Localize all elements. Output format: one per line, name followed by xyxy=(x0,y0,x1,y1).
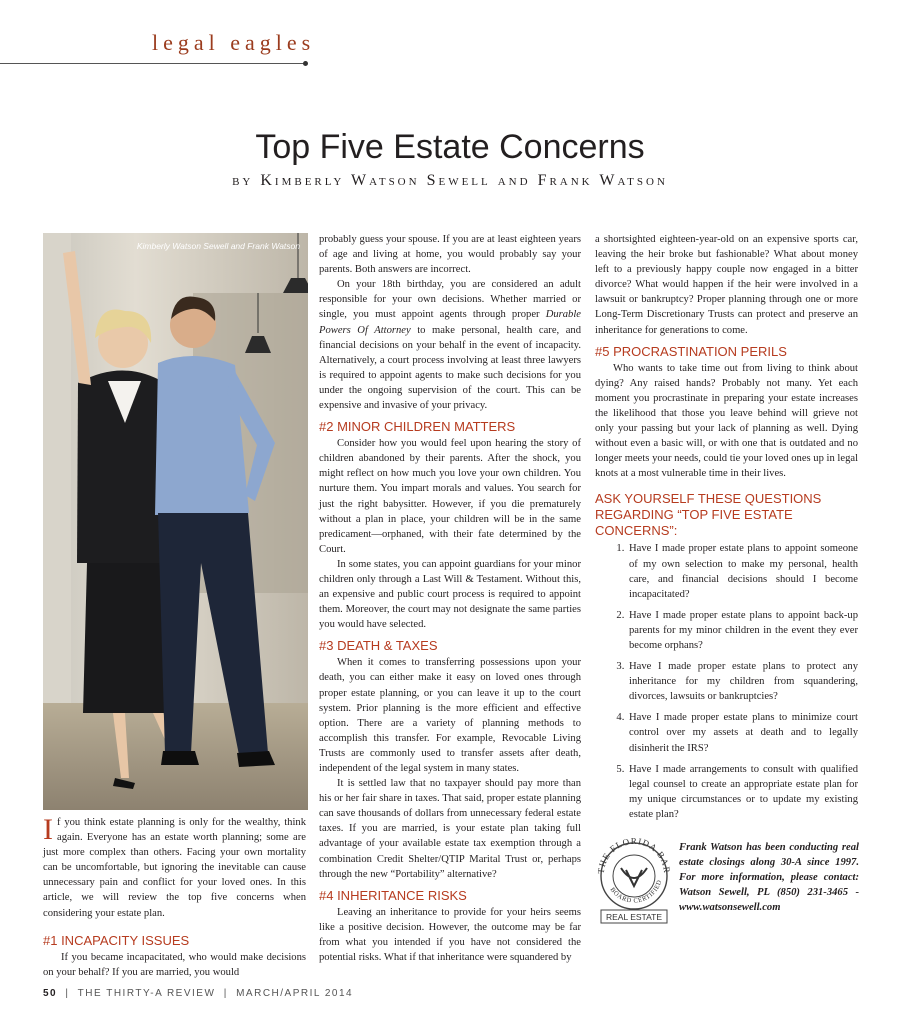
page-footer xyxy=(43,988,353,999)
page-number: 50 xyxy=(43,988,58,999)
issue-date: MARCH/APRIL 2014 xyxy=(236,988,354,999)
intro-text: f you think estate planning is only for the wealthy, think again. Everyone has an estate worth planning; some are just more complex than others. Facing your own mortality can be uncomfortable, but ignoring the inevitable can cause unnecessary pain and conflict for your loved ones. In this article, we will review the top five concerns when considering your estate plan. xyxy=(43,817,306,919)
heading-inheritance-risks: #4 INHERITANCE RISKS xyxy=(319,887,467,903)
paragraph: In some states, you can appoint guardians for your minor children only through a Last Will & Testament. Without this, an expensive and public court process is required to appoint them. Moreover, the court may not designate the same parties you would have selected. xyxy=(319,558,581,631)
paragraph: It is settled law that no taxpayer should pay more than his or her fair share in taxes. That said, proper estate planning can save thousands of dollars from unnecessary federal estate taxes. If you are married, is your estate plan taking full advantage of your available estate tax exemption through a combination Credit Shelter/QTIP Marital Trust or, perhaps through the new “Portability” alternative? xyxy=(319,778,581,880)
list-item: 1. Have I made proper estate plans to appoint someone of my own selection to make my personal, health care, and financial decisions should I become incapacitated? xyxy=(627,541,858,601)
author-bio xyxy=(595,838,858,928)
drop-cap: I xyxy=(43,813,53,846)
list-item: 5. Have I made arrangements to consult with qualified legal counsel to create an appropriate estate plan for my unique circumstances or to update my existing estate plan? xyxy=(627,762,858,822)
svg-text:THE FLORIDA BAR xyxy=(596,838,672,874)
footer-separator: | xyxy=(65,988,70,999)
paragraph: a shortsighted eighteen-year-old on an expensive sports car, leaving the heir broke but fashionable? What about money left to a previously happy couple now engaged in a bitter divorce? What would happen if the heir were involved in a lawsuit or bankruptcy? Proper planning through one or more Long-Term Discretionary Trusts can protect and preserve an inheritance for generations to come. xyxy=(595,234,858,336)
text-run: On your 18th birthday, you are considered an adult responsible for your own decisions. Whether married or single, you must appoint agents through proper xyxy=(319,279,581,321)
header-rule-dot xyxy=(303,61,308,66)
paragraph: If you became incapacitated, who would make decisions on your behalf? If you are married, you would xyxy=(43,951,306,978)
author-photo-illustration xyxy=(43,233,308,810)
column-1 xyxy=(43,815,306,980)
bio-text: Frank Watson has been conducting real estate closings along 30-A since 1997. For more information, please contact: Watson Sewell, PL (850) 231-3465 - www.watsonsewell.com xyxy=(679,842,859,914)
footer-separator: | xyxy=(223,988,228,999)
heading-procrastination: #5 PROCRASTINATION PERILS xyxy=(595,343,787,359)
text-run: to make personal, health care, and financial decisions on your behalf in the event of incapacity. Alternatively, a court process involving at least three lawyers is required to appoint agents to make such decisions for you under the ongoing supervision of the court. This can be expensive and invasive of your privacy. xyxy=(319,324,581,412)
list-item: 2. Have I made proper estate plans to appoint back-up parents for my minor children in the event they ever become orphans? xyxy=(627,608,858,653)
list-item: 4. Have I made proper estate plans to minimize court control over my assets at death and to legally disinherit the IRS? xyxy=(627,710,858,755)
heading-questions: ASK YOURSELF THESE QUESTIONS REGARDING “TOP FIVE ESTATE CONCERNS”: xyxy=(595,491,822,539)
section-label: legal eagles xyxy=(152,30,316,55)
heading-death-taxes: #3 DEATH & TAXES xyxy=(319,638,438,654)
paragraph xyxy=(319,277,581,413)
intro-paragraph xyxy=(43,815,306,921)
column-3 xyxy=(595,232,858,828)
publication-name: THE THIRTY-A REVIEW xyxy=(77,988,216,999)
seal-label: REAL ESTATE xyxy=(605,912,663,922)
article-title: Top Five Estate Concerns xyxy=(255,128,645,166)
paragraph: probably guess your spouse. If you are at least eighteen years of age and living at home, you would probably say your parents. Both answers are incorrect. xyxy=(319,234,581,276)
column-2 xyxy=(319,232,581,965)
seal-bottom-text: BOARD CERTIFIED xyxy=(608,878,664,905)
seal-top-text: THE FLORIDA BAR xyxy=(595,838,673,875)
emphasis-text: Durable Powers Of Attorney xyxy=(319,309,581,336)
paragraph: When it comes to transferring possessions upon your death, you can either make it easy on loved ones through proper estate planning, or you can leave it up to the court system. Prior planning is the more efficient and effective option. There are a variety of planning methods to accomplish this transfer. For example, Revocable Living Trusts are commonly used to transfer assets after death, independent of the legal system in many states. xyxy=(319,657,581,774)
photo-caption: Kimberly Watson Sewell and Frank Watson xyxy=(136,241,300,251)
article-byline: by Kimberly Watson Sewell and Frank Watson xyxy=(232,172,668,189)
author-photo xyxy=(43,233,308,810)
paragraph: Consider how you would feel upon hearing the story of children abandoned by their parents. After the shock, you might reflect on how much you love your own children. You nurture them. You impart morals and values. You search for just the right babysitter. However, if you die prematurely without a plan in place, your children will be in the same predicament—orphaned, with their fate determined by the Court. xyxy=(319,438,581,555)
questions-list xyxy=(595,541,858,822)
list-item: 3. Have I made proper estate plans to protect any inheritance for my children from squandering, divorces, lawsuits or bankruptcies? xyxy=(627,659,858,704)
florida-bar-seal-icon xyxy=(595,838,673,926)
heading-minor-children: #2 MINOR CHILDREN MATTERS xyxy=(319,419,516,435)
paragraph: Who wants to take time out from living to think about dying? Any raised hands? Probably not many. Yet each moment you procrastinate in preparing your estate increases the likelihood that those you leave behind will grieve not only your passing but your lack of planning as well. Dying without even a basic will, or with one that is outdated and no longer meets your needs, could tie your loved ones up in legal knots at a most vulnerable time in their lives. xyxy=(595,362,859,480)
header-rule xyxy=(0,63,306,64)
heading-incapacity: #1 INCAPACITY ISSUES xyxy=(43,932,190,948)
paragraph: Leaving an inheritance to provide for your heirs seems like a positive decision. However, the outcome may be far from what you intended if you have not considered the potential risks. What if that inheritance were squandered by xyxy=(319,906,581,964)
